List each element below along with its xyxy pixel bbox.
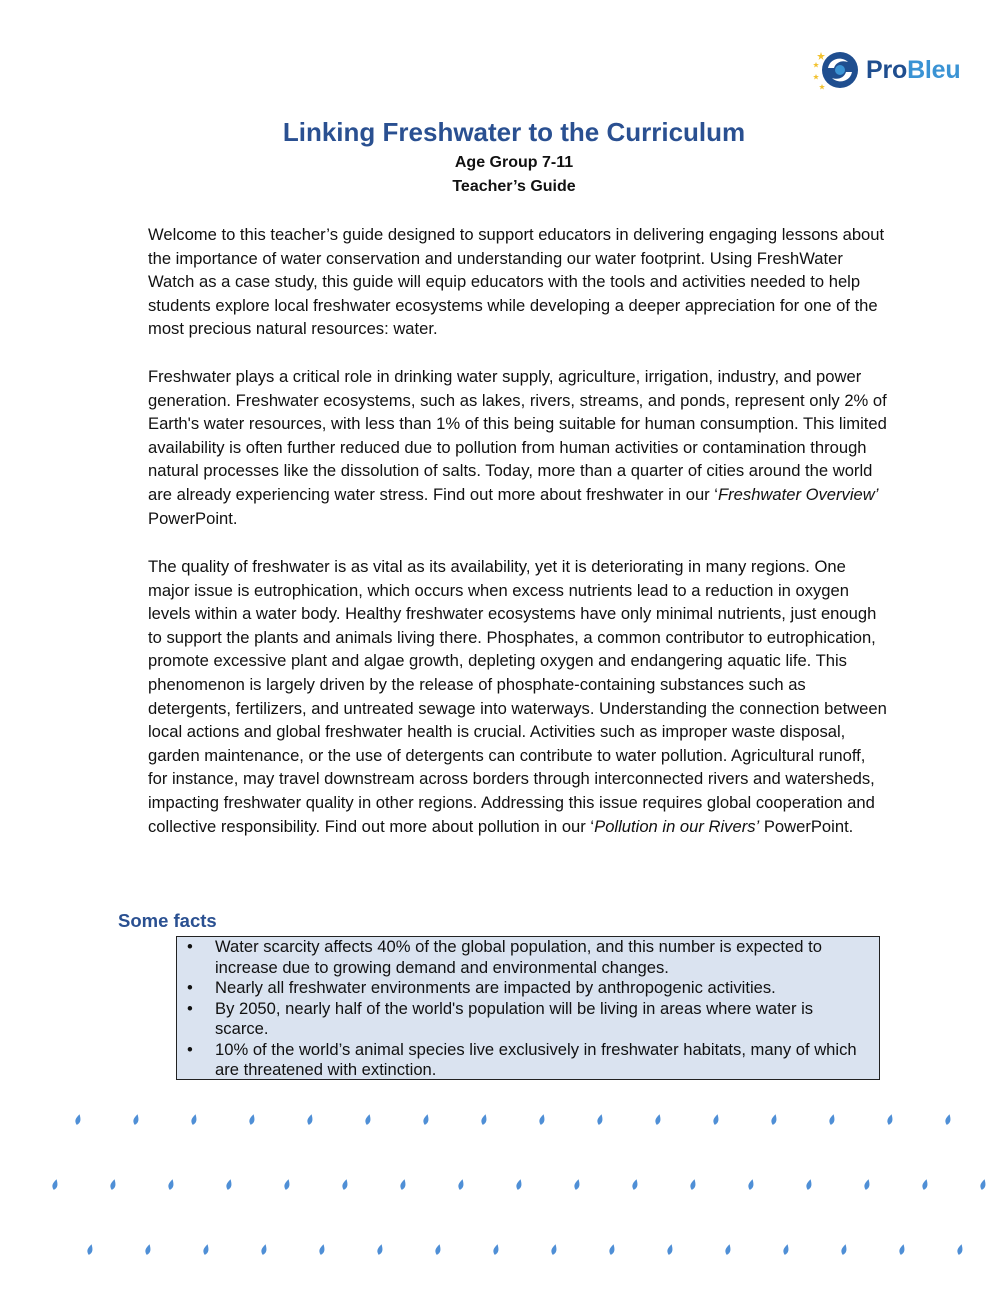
freshwater-paragraph-end: PowerPoint. xyxy=(148,508,238,528)
water-drop-icon xyxy=(666,1244,674,1256)
fact-item xyxy=(177,1040,879,1081)
freshwater-overview-reference: Freshwater Overview’ xyxy=(718,484,879,504)
water-drop-icon xyxy=(898,1244,906,1256)
water-drop-icon xyxy=(190,1114,198,1126)
water-drop-icon xyxy=(747,1179,755,1191)
water-drop-icon xyxy=(921,1179,929,1191)
probleu-logo-icon xyxy=(812,46,860,94)
water-drop-icon xyxy=(608,1244,616,1256)
water-drop-icon xyxy=(712,1114,720,1126)
fact-text: Nearly all freshwater environments are impacted by anthropogenic activities. xyxy=(215,978,776,997)
water-drop-icon xyxy=(260,1244,268,1256)
freshwater-paragraph-text: Freshwater plays a critical role in drinking water supply, agriculture, irrigation, industry, and power generation. Freshwater ecosystems, such as lakes, rivers, streams, and ponds, represent only 2% of Earth's water resources, with less than 1% of this being suitable for human consumption. This limited availability is often further reduced due to pollution from human activities or contamination through natural processes like the dissolution of salts. Today, more than a quarter of cities around the world are already experiencing water stress. Find out more about freshwater in our ‘ xyxy=(148,367,887,504)
fact-item xyxy=(177,937,879,978)
freshwater-paragraph xyxy=(148,365,888,530)
water-drop-icon xyxy=(318,1244,326,1256)
water-drop-icon xyxy=(399,1179,407,1191)
water-drop-icon xyxy=(840,1244,848,1256)
water-drop-icon xyxy=(306,1114,314,1126)
facts-box xyxy=(176,936,880,1080)
guide-subtitle: Teacher’s Guide xyxy=(452,178,576,195)
bullet-icon: • xyxy=(187,978,193,997)
water-drop-icon xyxy=(886,1114,894,1126)
facts-list xyxy=(177,937,879,1081)
water-drop-icon xyxy=(248,1114,256,1126)
water-drop-icon xyxy=(364,1114,372,1126)
water-drop-icon xyxy=(480,1114,488,1126)
water-drop-icon xyxy=(132,1114,140,1126)
intro-paragraph: Welcome to this teacher’s guide designed to support educators in delivering engaging lessons about the importance of water conservation and understanding our water footprint. Using FreshWater Watch as a case study, this guide will equip educators with the tools and activities needed to help students explore local freshwater ecosystems while developing a deeper appreciation for one of the most precious natural resources: water. xyxy=(148,225,885,339)
quality-paragraph-text: The quality of freshwater is as vital as its availability, yet it is deteriorating in many regions. One major issue is eutrophication, which occurs when excess nutrients lead to a reduction in oxygen levels within a water body. Healthy freshwater ecosystems have only minimal nutrients, just enough to support the plants and animals living there. Phosphates, a common contributor to eutrophication, promote excessive plant and algae growth, depleting oxygen and endangering aquatic life. This phenomenon is largely driven by the release of phosphate-containing substances such as detergents, fertilizers, and untreated sewage into waterways. Understanding the connection between local actions and global freshwater health is crucial. Activities such as improper waste disposal, garden maintenance, or the use of detergents can contribute to water pollution. Agricultural runoff, for instance, may travel downstream across borders through interconnected rivers and watersheds, impacting freshwater quality in other regions. Addressing this issue requires global cooperation and collective responsibility. Find out more about pollution in our ‘ xyxy=(148,557,887,836)
quality-paragraph-end: PowerPoint. xyxy=(759,816,854,836)
fact-item xyxy=(177,999,879,1040)
page-title: Linking Freshwater to the Curriculum xyxy=(282,117,746,147)
water-drop-icon xyxy=(457,1179,465,1191)
water-drop-icon xyxy=(376,1244,384,1256)
water-drop-icon xyxy=(724,1244,732,1256)
water-drop-icon xyxy=(573,1179,581,1191)
logo-wordmark xyxy=(866,56,960,85)
bullet-icon: • xyxy=(187,998,193,1018)
water-drop-icon xyxy=(956,1244,964,1256)
water-drop-icon xyxy=(341,1179,349,1191)
water-drop-icon xyxy=(51,1179,59,1191)
fact-text: By 2050, nearly half of the world's population will be living in areas where water is scarce. xyxy=(215,998,814,1038)
water-drop-icon xyxy=(74,1114,82,1126)
water-drop-icon xyxy=(283,1179,291,1191)
water-drop-icon xyxy=(515,1179,523,1191)
fact-text: Water scarcity affects 40% of the global population, and this number is expected to increase due to growing demand and environmental changes. xyxy=(215,937,822,977)
water-drop-icon xyxy=(538,1114,546,1126)
logo-text-pro: Pro xyxy=(866,55,908,84)
age-group-subtitle: Age Group 7-11 xyxy=(454,154,574,171)
water-drop-icon xyxy=(654,1114,662,1126)
water-drop-icon xyxy=(979,1179,987,1191)
logo-text-bleu: Bleu xyxy=(907,55,961,84)
water-drop-icon xyxy=(863,1179,871,1191)
quality-paragraph xyxy=(148,555,888,838)
pollution-rivers-reference: Pollution in our Rivers’ xyxy=(594,816,760,836)
water-drop-icon xyxy=(144,1244,152,1256)
water-drop-icon xyxy=(805,1179,813,1191)
water-drop-icon xyxy=(109,1179,117,1191)
water-drop-icon xyxy=(225,1179,233,1191)
water-drop-icon xyxy=(828,1114,836,1126)
probleu-logo xyxy=(812,44,960,96)
water-drops-decoration xyxy=(0,1100,1000,1280)
water-drop-icon xyxy=(631,1179,639,1191)
water-drop-icon xyxy=(202,1244,210,1256)
water-drop-icon xyxy=(770,1114,778,1126)
water-drop-icon xyxy=(167,1179,175,1191)
water-drop-icon xyxy=(434,1244,442,1256)
water-drop-icon xyxy=(86,1244,94,1256)
bullet-icon: • xyxy=(187,937,193,956)
water-drop-icon xyxy=(782,1244,790,1256)
fact-text: 10% of the world’s animal species live exclusively in freshwater habitats, many of which are threatened with extinction. xyxy=(215,1039,857,1079)
water-drop-icon xyxy=(944,1114,952,1126)
water-drop-icon xyxy=(596,1114,604,1126)
water-drop-icon xyxy=(550,1244,558,1256)
water-drop-icon xyxy=(422,1114,430,1126)
fact-item xyxy=(177,978,879,999)
facts-heading: Some facts xyxy=(118,910,217,931)
bullet-icon: • xyxy=(187,1039,193,1059)
water-drop-icon xyxy=(492,1244,500,1256)
water-drop-icon xyxy=(689,1179,697,1191)
